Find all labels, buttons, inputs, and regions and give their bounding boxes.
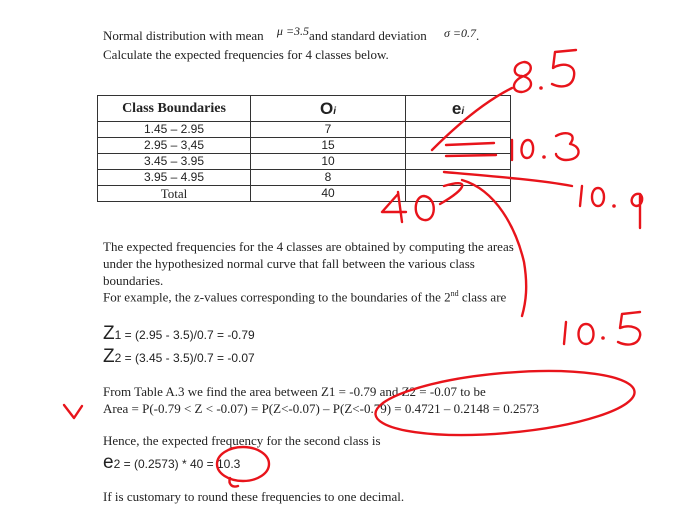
z1-line bbox=[103, 323, 255, 345]
area-line-2: Area = P(-0.79 < Z < -0.07) = P(Z<-0.07) – P(Z<-0.79) = 0.4721 – 0.2148 = 0.2573 bbox=[103, 401, 539, 416]
cell-expected bbox=[406, 154, 511, 170]
cell-class: 3.95 – 4.95 bbox=[98, 170, 251, 186]
header-observed bbox=[251, 96, 406, 122]
closing-line: If is customary to round these frequencies to one decimal. bbox=[103, 489, 405, 504]
z1-sub: 1 bbox=[114, 328, 122, 342]
table-header-row bbox=[98, 96, 511, 122]
handwritten-10-9 bbox=[580, 186, 642, 228]
table-total-row bbox=[98, 186, 511, 202]
z2-line bbox=[103, 346, 255, 368]
handwritten-10-5 bbox=[564, 312, 640, 344]
table-row bbox=[98, 138, 511, 154]
table-row bbox=[98, 154, 511, 170]
header-e-sub: i bbox=[461, 105, 465, 117]
cell-expected bbox=[406, 138, 511, 154]
cell-observed: 15 bbox=[251, 138, 406, 154]
cell-class: Total bbox=[98, 186, 251, 202]
intro-end: . bbox=[476, 28, 480, 43]
para-line-4-suffix: class are bbox=[458, 289, 507, 305]
table-row bbox=[98, 170, 511, 186]
sigma-value: σ =0.7 bbox=[443, 26, 476, 40]
intro-line-1 bbox=[103, 24, 480, 44]
class-table bbox=[97, 95, 511, 202]
para-line-4-sup: nd bbox=[450, 289, 459, 298]
para-line-4-prefix: For example, the z-values corresponding to the boundaries of the 2 bbox=[103, 289, 451, 305]
cell-observed: 8 bbox=[251, 170, 406, 186]
header-o-main: O bbox=[319, 98, 334, 118]
cell-observed: 40 bbox=[251, 186, 406, 202]
para-line-1: The expected frequencies for the 4 classes are obtained by computing the areas bbox=[103, 239, 514, 254]
cell-expected bbox=[406, 186, 511, 202]
header-e-main: e bbox=[451, 98, 462, 118]
result-circle-tail bbox=[229, 478, 238, 487]
cell-class: 2.95 – 3,45 bbox=[98, 138, 251, 154]
header-class-boundaries: Class Boundaries bbox=[98, 96, 251, 122]
handwritten-8-5 bbox=[510, 50, 576, 93]
z1-rest: = (2.95 - 3.5)/0.7 = -0.79 bbox=[121, 328, 255, 342]
e2-line bbox=[103, 452, 240, 474]
para-line-3: boundaries. bbox=[103, 273, 164, 288]
cell-class: 1.45 – 2.95 bbox=[98, 122, 251, 138]
para-line-2: under the hypothesized normal curve that fall between the various class bbox=[103, 256, 475, 271]
table-row bbox=[98, 122, 511, 138]
check-mark-icon bbox=[64, 405, 82, 418]
z2-sub: 2 bbox=[114, 351, 122, 365]
header-expected bbox=[406, 96, 511, 122]
hence-line: Hence, the expected frequency for the second class is bbox=[103, 433, 381, 448]
cell-observed: 7 bbox=[251, 122, 406, 138]
header-o-sub: i bbox=[333, 105, 336, 117]
cell-class: 3.45 – 3.95 bbox=[98, 154, 251, 170]
z2-main: Z bbox=[103, 346, 115, 367]
e2-main: e bbox=[103, 452, 114, 473]
intro-line-2: Calculate the expected frequencies for 4 classes below. bbox=[103, 47, 389, 62]
e2-rest: = (0.2573) * 40 = 10.3 bbox=[120, 457, 241, 471]
cell-expected bbox=[406, 170, 511, 186]
cell-observed: 10 bbox=[251, 154, 406, 170]
handwritten-10-3 bbox=[512, 133, 579, 160]
z2-rest: = (3.45 - 3.5)/0.7 = -0.07 bbox=[121, 351, 255, 365]
intro-mid: and standard deviation bbox=[309, 28, 427, 43]
handwritten-8-5-text: 8.5 bbox=[510, 92, 512, 93]
para-line-4 bbox=[103, 289, 506, 305]
mu-value: μ =3.5 bbox=[276, 24, 310, 38]
area-line-1: From Table A.3 we find the area between Z1 = -0.79 and Z2 = -0.07 to be bbox=[103, 384, 486, 399]
intro-prefix: Normal distribution with mean bbox=[103, 28, 264, 43]
z1-main: Z bbox=[103, 323, 115, 344]
cell-expected bbox=[406, 122, 511, 138]
e2-sub: 2 bbox=[113, 457, 121, 471]
